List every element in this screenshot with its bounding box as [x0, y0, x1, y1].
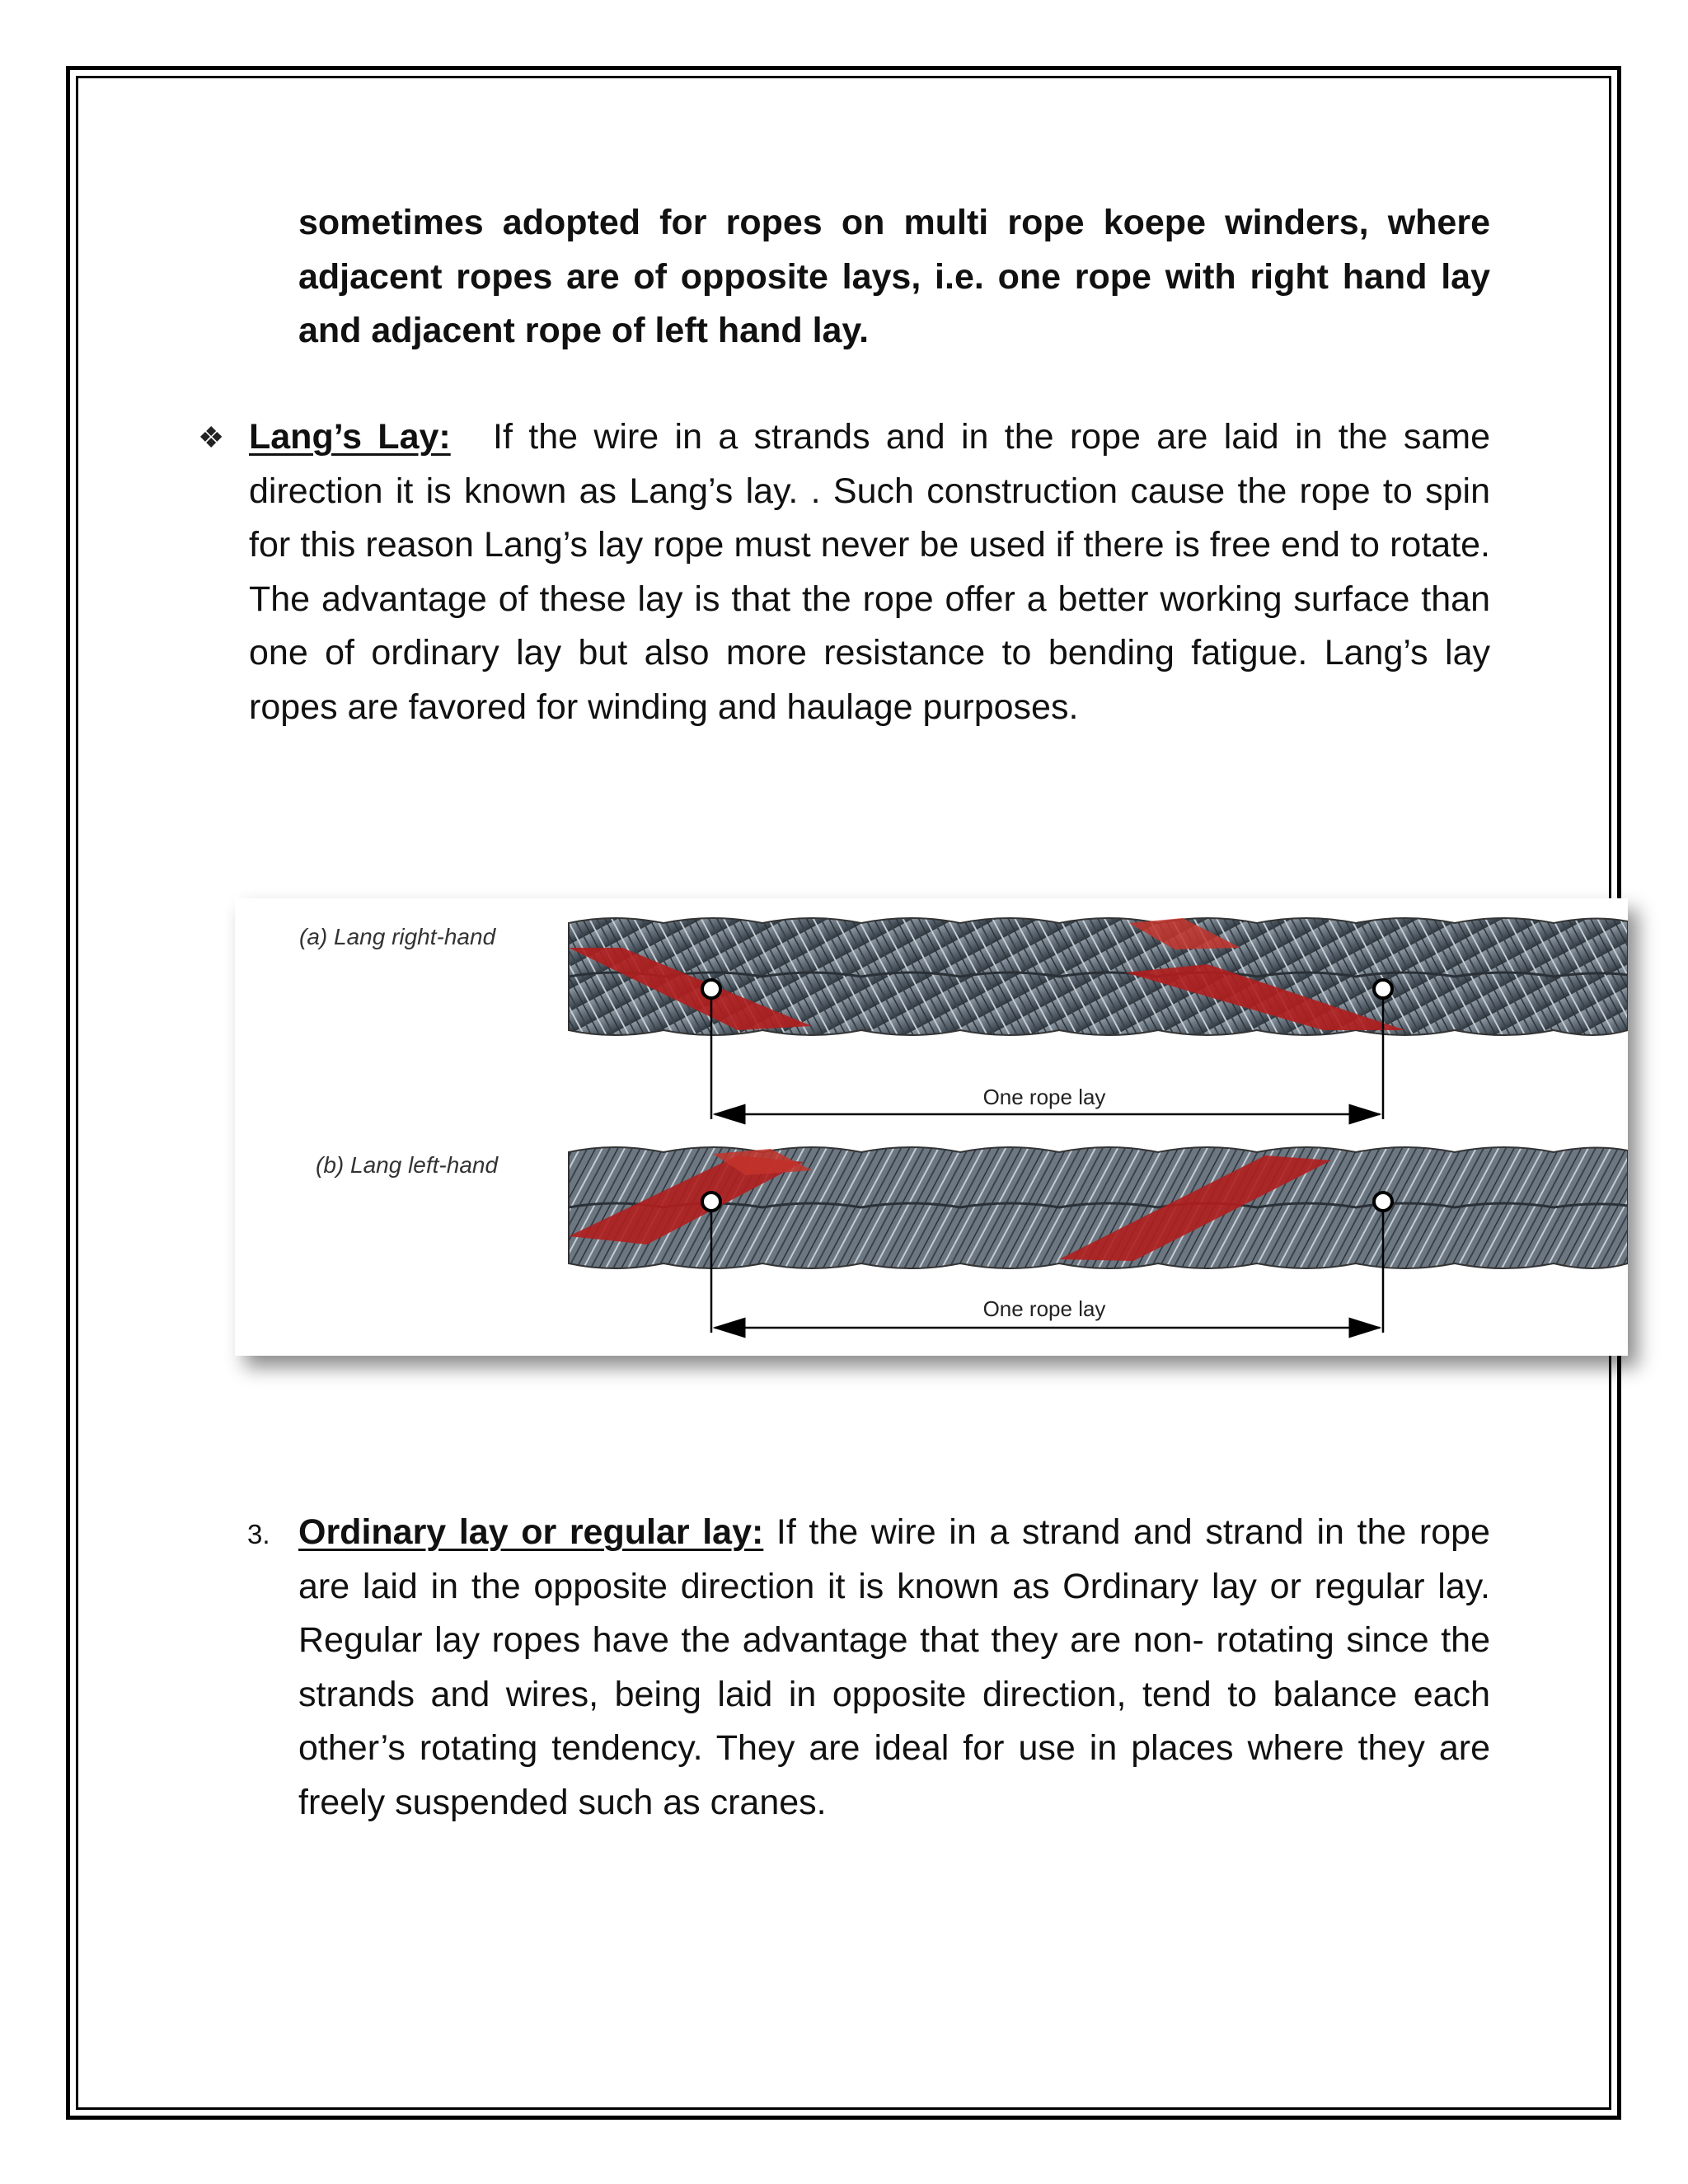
measure-a-label: One rope lay [982, 1085, 1106, 1109]
langs-lay-body: If the wire in a strands and in the rope are laid in the same direction it is known as Lang’s lay. . Such construction cause the rope to spin for this reason Lang’s lay rope must never be used if there is free end to rotate. The advantage of these lay is that the rope offer a better working surface than one of ordinary lay but also more resistance to bending fatigue. Lang’s lay ropes are favored for winding and haulage purposes. [249, 417, 1490, 727]
langs-lay-paragraph [249, 410, 1490, 734]
ordinary-lay-body: If the wire in a strand and strand in the rope are laid in the opposite direction it is known as Ordinary lay or regular lay. Regular lay ropes have the advantage that they are non- rotating since the strands and wires, being laid in opposite direction, tend to balance each other’s rotating tendency. They are ideal for use in places where they are freely suspended such as cranes. [298, 1512, 1490, 1822]
four-diamond-bullet-icon: ❖ [198, 420, 225, 454]
ordinary-lay-paragraph [298, 1506, 1490, 1830]
list-number: 3. [247, 1519, 270, 1549]
continuation-paragraph: sometimes adopted for ropes on multi rope koepe winders, where adjacent ropes are of opposite lays, i.e. one rope with right hand lay and adjacent rope of left hand lay. [298, 203, 1490, 350]
figure-label-a: (a) Lang right-hand [299, 924, 496, 949]
rope-a-right-hand [569, 918, 1628, 1035]
ordinary-lay-term: Ordinary lay or regular lay: [298, 1512, 764, 1552]
rope-lay-figure [235, 898, 1628, 1356]
langs-lay-term: Lang’s Lay: [249, 417, 451, 457]
measure-b-label: One rope lay [982, 1296, 1106, 1321]
rope-b-left-hand [569, 1147, 1628, 1268]
figure-label-b: (b) Lang left-hand [316, 1152, 499, 1178]
